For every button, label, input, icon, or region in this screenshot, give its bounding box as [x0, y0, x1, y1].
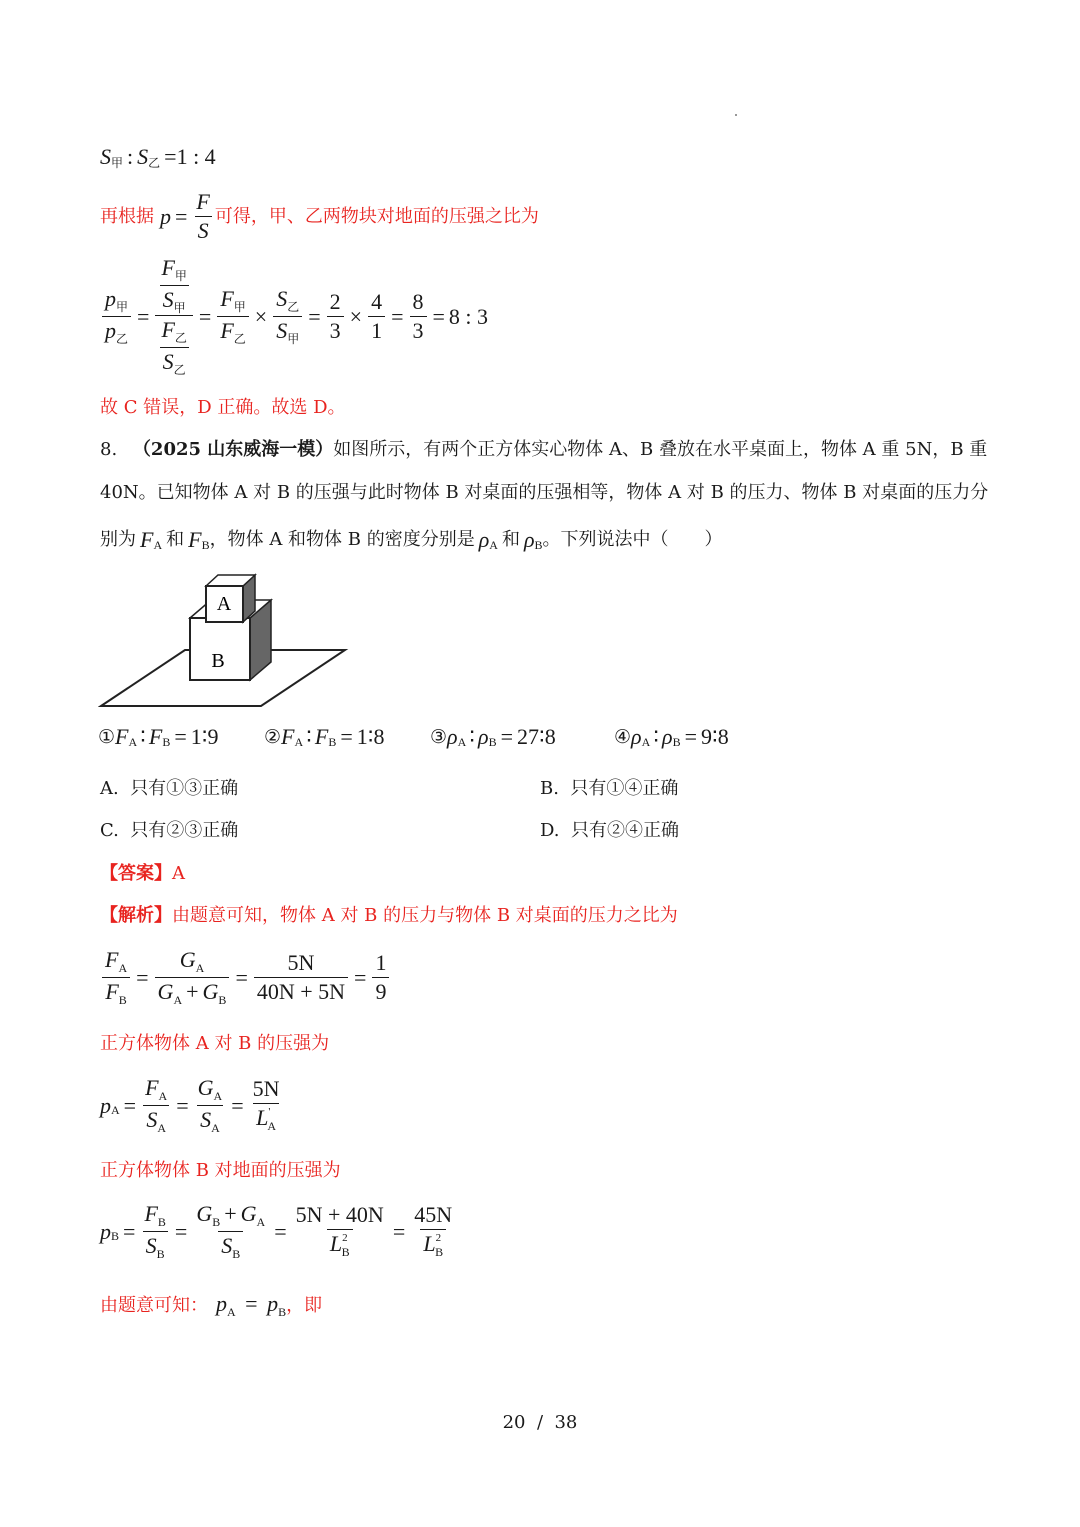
cube-b-label: B — [211, 650, 225, 672]
stacked-cubes-figure — [98, 568, 350, 710]
choice-b[interactable]: B. 只有①④正确 — [540, 778, 679, 799]
question-line-2: 40N。已知物体 A 对 B 的压强与此时物体 B 对桌面的压强相等，物体 A 对 B 的压力、物体 B 对桌面的压力分 — [100, 482, 989, 503]
pressure-a-intro: 正方体物体 A 对 B 的压强为 — [100, 1033, 330, 1054]
formula-force-ratio: $\frac{F_A}{F_B}$ = $\frac{G_A}{G_A + G_B}$ = $\frac{5N}{40N + 5N}$ = $\frac{1}{9}$ — [100, 948, 391, 1007]
previous-conclusion: 故 C 错误，D 正确。故选 D。 — [100, 397, 346, 418]
formula-pressure-ratio: $\frac{p_甲}{p_乙}$ = $\frac{\frac{F_甲}{S_甲}}{\frac{F_乙}{S_乙}}$ = $\frac{F_甲}{F_乙}$ × $\frac{S_乙}{S_甲}$ = $\frac{2}{3}$ × $\frac{4}{1}$ = $\frac{8}{3}$ = 8 : 3 — [100, 256, 488, 377]
question-line-3: 别为 F A 和 F B ，物体 A 和物体 B 的密度分别是 ρ A 和 ρ B 。下列说法中（ ） — [100, 527, 723, 552]
scan-speck — [735, 114, 737, 116]
choice-a[interactable]: A. 只有①③正确 — [100, 778, 239, 799]
final-condition-line: 由题意可知： $p_A = p_B$ ，即 — [100, 1291, 323, 1319]
formula-area-ratio: S 甲 : S 乙 =1 : 4 — [100, 144, 216, 170]
formula-pressure-a: p A = $\frac{F_A}{S_A}$ = $\frac{G_A}{S_A}$ = $\frac{5N}{L'_A}$ — [100, 1075, 280, 1135]
pressure-b-intro: 正方体物体 B 对地面的压强为 — [100, 1160, 341, 1181]
question-line-1: 8. （2025 山东威海一模）如图所示，有两个正方体实心物体 A、B 叠放在水平桌面上，物体 A 重 5N，B 重 — [100, 439, 988, 460]
choice-c[interactable]: C. 只有②③正确 — [100, 820, 239, 841]
statement-4: ④ ρ A ∶ ρ B = 9∶8 — [614, 724, 729, 749]
statement-2: ② F A ∶ F B = 1∶8 — [264, 724, 385, 749]
answer-line: 【答案】A — [100, 863, 185, 884]
statement-3: ③ ρ A ∶ ρ B = 27∶8 — [430, 724, 556, 749]
cube-a-label: A — [216, 593, 232, 615]
statement-1: ① F A ∶ F B = 1∶9 — [98, 724, 219, 749]
page-number: 20 / 38 — [502, 1412, 578, 1433]
choice-d[interactable]: D. 只有②④正确 — [540, 820, 679, 841]
formula-pressure-b: p B = $\frac{F_B}{S_B}$ = $\frac{G_B + G_A}{S_B}$ = $\frac{5N + 40N}{L^2_B}$ = $\frac{45N}{L^2_B}$ — [100, 1201, 453, 1261]
pressure-formula-intro: 再根据 p = $\frac{F}{S}$ 可得，甲、乙两物块对地面的压强之比为 — [100, 189, 539, 243]
analysis-line: 【解析】由题意可知，物体 A 对 B 的压力与物体 B 对桌面的压力之比为 — [100, 905, 678, 926]
